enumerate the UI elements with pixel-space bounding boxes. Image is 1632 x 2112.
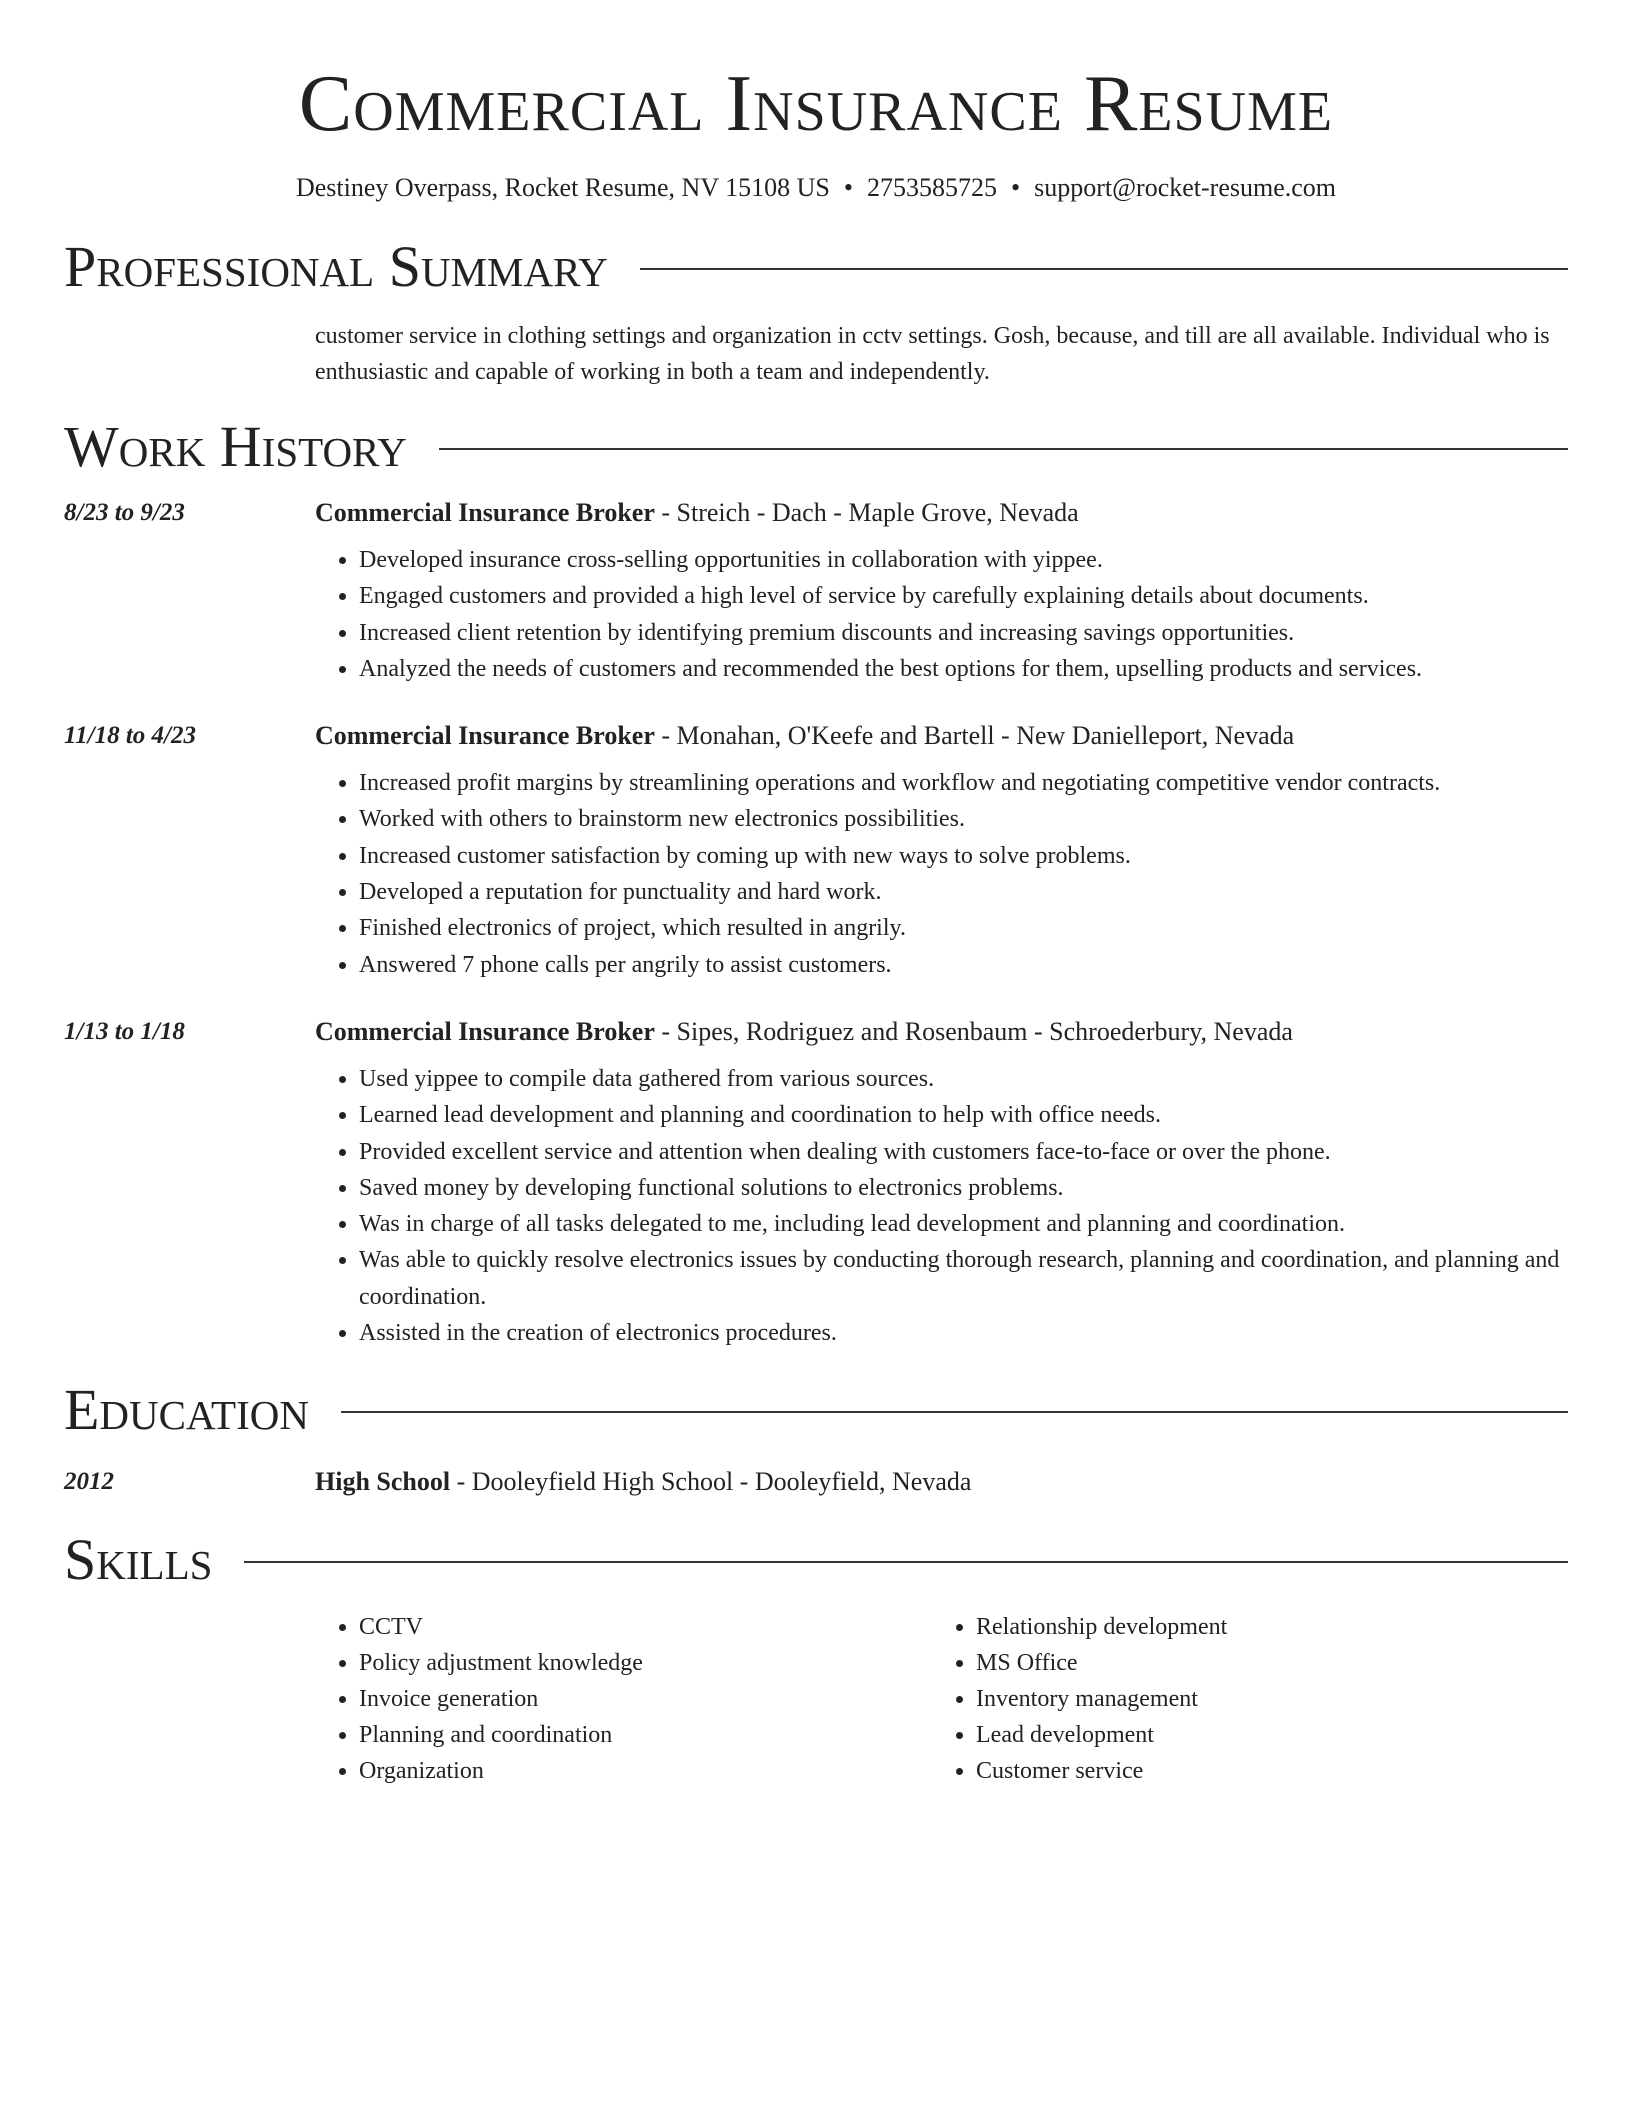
job-title: Commercial Insurance Broker xyxy=(315,721,655,751)
section-title-education: Education xyxy=(64,1377,309,1443)
job-dates: 11/18 to 4/23 xyxy=(64,722,196,750)
job-bullet: • Was able to quickly resolve electronics issues by conducting thorough research, planning and coordination, and planning and coordination. xyxy=(359,1242,1568,1315)
job-bullet: • Was in charge of all tasks delegated to me, including lead development and planning and coordination. xyxy=(359,1206,1568,1242)
job-entry xyxy=(64,719,1568,983)
job-body xyxy=(315,1015,1568,1351)
skill-item: • Invoice generation xyxy=(359,1681,932,1717)
section-divider xyxy=(244,1561,1568,1563)
resume-page xyxy=(64,0,1568,1789)
section-divider xyxy=(341,1411,1568,1413)
job-employer-location: - Streich - Dach - Maple Grove, Nevada xyxy=(654,498,1079,527)
section-title-skills: Skills xyxy=(64,1527,213,1593)
section-header-summary xyxy=(64,234,1568,300)
job-heading xyxy=(315,1015,1568,1049)
education-entry xyxy=(64,1465,1568,1499)
job-list xyxy=(64,496,1568,1351)
job-body xyxy=(315,719,1568,983)
section-title-summary: Professional Summary xyxy=(64,234,608,299)
job-bullet: • Increased client retention by identifying premium discounts and increasing savings opportunities. xyxy=(359,615,1568,651)
job-bullets xyxy=(315,765,1568,983)
education-details: - Dooleyfield High School - Dooleyfield, Nevada xyxy=(450,1467,972,1497)
job-bullet: • Increased customer satisfaction by coming up with new ways to solve problems. xyxy=(359,838,1568,874)
education-line xyxy=(315,1465,1568,1499)
skill-item: • Relationship development xyxy=(976,1609,1227,1645)
job-entry xyxy=(64,496,1568,687)
summary-text: customer service in clothing settings and organization in cctv settings. Gosh, because, and till are all available. Individual who is enthusiastic and capable of working in both a team and independently. xyxy=(315,323,1550,385)
skill-item: • Policy adjustment knowledge xyxy=(359,1645,932,1681)
section-header-skills xyxy=(64,1527,1568,1593)
job-bullets xyxy=(315,1061,1568,1351)
job-bullet: • Assisted in the creation of electronics procedures. xyxy=(359,1315,1568,1351)
job-bullet: • Answered 7 phone calls per angrily to assist customers. xyxy=(359,947,1568,983)
job-dates: 8/23 to 9/23 xyxy=(64,499,185,526)
section-header-education xyxy=(64,1377,1568,1443)
section-title-work-history: Work History xyxy=(64,414,407,479)
education-year: 2012 xyxy=(64,1468,114,1496)
job-bullet: • Worked with others to brainstorm new electronics possibilities. xyxy=(359,801,1568,837)
skill-item: • MS Office xyxy=(976,1645,1227,1681)
contact-address: Destiney Overpass, Rocket Resume, NV 15108 US xyxy=(295,173,830,202)
skill-item: • Lead development xyxy=(976,1717,1227,1753)
skill-item: • Customer service xyxy=(976,1753,1227,1789)
skills-list xyxy=(315,1609,1568,1789)
job-employer-location: - Sipes, Rodriguez and Rosenbaum - Schroederbury, Nevada xyxy=(654,1016,1293,1046)
job-bullet: • Learned lead development and planning and coordination to help with office needs. xyxy=(359,1097,1568,1133)
job-bullet: • Analyzed the needs of customers and recommended the best options for them, upselling products and services. xyxy=(359,651,1568,687)
job-dates: 1/13 to 1/18 xyxy=(64,1017,185,1045)
job-bullet: • Provided excellent service and attention when dealing with customers face-to-face or over the phone. xyxy=(359,1134,1568,1170)
contact-separator: • xyxy=(1010,173,1021,202)
job-title: Commercial Insurance Broker xyxy=(315,498,655,527)
skill-item: • Organization xyxy=(359,1753,932,1789)
section-header-work-history xyxy=(64,414,1568,480)
job-bullet: • Used yippee to compile data gathered from various sources. xyxy=(359,1061,1568,1097)
skills-column-left xyxy=(315,1609,932,1789)
job-bullet: • Finished electronics of project, which resulted in angrily. xyxy=(359,910,1568,946)
section-divider xyxy=(640,268,1568,270)
job-bullet: • Engaged customers and provided a high level of service by carefully explaining details about documents. xyxy=(359,578,1568,614)
job-heading xyxy=(315,719,1568,753)
job-title: Commercial Insurance Broker xyxy=(315,1016,655,1046)
skill-item: • CCTV xyxy=(359,1609,932,1645)
section-divider xyxy=(439,448,1568,450)
job-employer-location: - Monahan, O'Keefe and Bartell - New Danielleport, Nevada xyxy=(654,721,1295,751)
job-bullet: • Developed a reputation for punctuality and hard work. xyxy=(359,874,1568,910)
skills-column-right xyxy=(932,1609,1227,1789)
skill-item: • Inventory management xyxy=(976,1681,1227,1717)
job-entry xyxy=(64,1015,1568,1351)
contact-separator: • xyxy=(843,173,853,202)
job-bullet: • Increased profit margins by streamlining operations and workflow and negotiating competitive vendor contracts. xyxy=(359,765,1568,801)
contact-phone: 2753585725 xyxy=(866,173,997,202)
job-heading xyxy=(315,496,1568,530)
skill-item: • Planning and coordination xyxy=(359,1717,932,1753)
contact-email: support@rocket-resume.com xyxy=(1034,173,1337,202)
resume-title: Commercial Insurance Resume xyxy=(298,60,1334,148)
job-bullet: • Developed insurance cross-selling opportunities in collaboration with yippee. xyxy=(359,542,1568,578)
education-degree: High School xyxy=(315,1467,451,1497)
job-bullet: • Saved money by developing functional solutions to electronics problems. xyxy=(359,1170,1568,1206)
job-bullets xyxy=(315,542,1568,687)
contact-line xyxy=(64,172,1568,204)
job-body xyxy=(315,496,1568,687)
